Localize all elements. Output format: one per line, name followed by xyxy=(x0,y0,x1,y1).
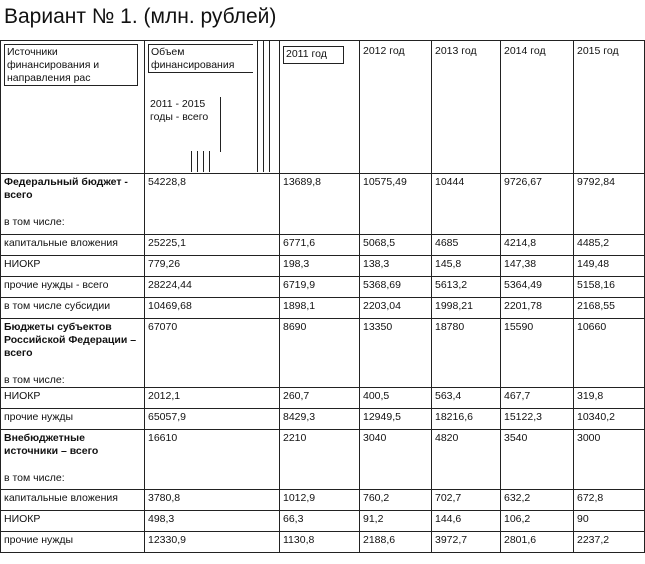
value-cell xyxy=(145,235,280,256)
value-cell xyxy=(432,256,501,277)
value-cell xyxy=(280,490,360,511)
value-cell xyxy=(145,490,280,511)
row-label-cell xyxy=(1,319,145,388)
value-cell xyxy=(574,174,645,235)
value-cell xyxy=(574,490,645,511)
table-row xyxy=(1,409,645,430)
value-cell xyxy=(145,532,280,553)
cell-value: 632,2 xyxy=(504,492,531,504)
value-cell xyxy=(432,319,501,388)
value-cell xyxy=(280,298,360,319)
page-title: Вариант № 1. (млн. рублей) xyxy=(4,5,277,28)
cell-value: 65057,9 xyxy=(148,411,186,423)
cell-value: 3040 xyxy=(363,432,387,444)
value-cell xyxy=(145,388,280,409)
value-cell xyxy=(280,319,360,388)
cell-value: 4214,8 xyxy=(504,237,537,249)
header-divider xyxy=(263,41,264,172)
value-cell xyxy=(145,319,280,388)
value-cell xyxy=(280,409,360,430)
cell-value: 498,3 xyxy=(148,513,175,525)
value-cell xyxy=(360,319,432,388)
value-cell xyxy=(145,174,280,235)
cell-value: 5158,16 xyxy=(577,279,615,291)
cell-value: 12330,9 xyxy=(148,534,186,546)
row-label-cell xyxy=(1,277,145,298)
cell-value: 4685 xyxy=(435,237,459,249)
cell-value: 400,5 xyxy=(363,390,390,402)
value-cell xyxy=(280,174,360,235)
row-label-cell xyxy=(1,235,145,256)
table-row xyxy=(1,256,645,277)
value-cell xyxy=(360,174,432,235)
header-sources-label: Источники финансирования и направления рас xyxy=(4,44,138,86)
row-label: НИОКР xyxy=(4,258,41,270)
table-row xyxy=(1,235,645,256)
row-label: капитальные вложения xyxy=(4,492,118,504)
cell-value: 319,8 xyxy=(577,390,604,402)
value-cell xyxy=(432,174,501,235)
row-sublabel: в том числе: xyxy=(4,472,65,484)
cell-value: 2201,78 xyxy=(504,300,542,312)
value-cell xyxy=(501,256,574,277)
row-label: прочие нужды xyxy=(4,534,74,546)
cell-value: 54228,8 xyxy=(148,176,186,188)
cell-value: 467,7 xyxy=(504,390,531,402)
value-cell xyxy=(501,319,574,388)
cell-value: 10660 xyxy=(577,321,607,333)
cell-value: 9726,67 xyxy=(504,176,542,188)
value-cell xyxy=(432,409,501,430)
row-label: Внебюджетные источники – всего xyxy=(4,432,99,457)
row-label-cell xyxy=(1,174,145,235)
cell-value: 672,8 xyxy=(577,492,604,504)
cell-value: 1012,9 xyxy=(283,492,316,504)
header-year-cell xyxy=(432,41,501,174)
header-divider xyxy=(257,41,258,172)
value-cell xyxy=(280,235,360,256)
table-row xyxy=(1,277,645,298)
value-cell xyxy=(280,430,360,490)
table-row xyxy=(1,174,645,235)
value-cell xyxy=(501,511,574,532)
cell-value: 10575,49 xyxy=(363,176,407,188)
value-cell xyxy=(280,388,360,409)
row-label: НИОКР xyxy=(4,390,41,402)
cell-value: 8690 xyxy=(283,321,307,333)
cell-value: 10469,68 xyxy=(148,300,192,312)
row-label: Федеральный бюджет - всего xyxy=(4,176,128,201)
header-year-2013: 2013 год xyxy=(435,45,477,57)
row-label-cell xyxy=(1,511,145,532)
header-row xyxy=(1,41,645,174)
cell-value: 149,48 xyxy=(577,258,610,270)
value-cell xyxy=(501,298,574,319)
cell-value: 5613,2 xyxy=(435,279,468,291)
value-cell xyxy=(574,277,645,298)
header-year-cell xyxy=(360,41,432,174)
value-cell xyxy=(574,409,645,430)
cell-value: 3780,8 xyxy=(148,492,181,504)
header-volume-cell xyxy=(145,41,280,174)
value-cell xyxy=(145,256,280,277)
row-label-cell xyxy=(1,256,145,277)
value-cell xyxy=(501,490,574,511)
cell-value: 5364,49 xyxy=(504,279,542,291)
row-label: Бюджеты субъектов Российской Федерации – всего xyxy=(4,321,137,359)
table-row xyxy=(1,430,645,490)
cell-value: 1998,21 xyxy=(435,300,473,312)
row-label: прочие нужды - всего xyxy=(4,279,109,291)
cell-value: 260,7 xyxy=(283,390,310,402)
cell-value: 2203,04 xyxy=(363,300,401,312)
value-cell xyxy=(280,532,360,553)
value-cell xyxy=(501,174,574,235)
value-cell xyxy=(360,388,432,409)
cell-value: 198,3 xyxy=(283,258,310,270)
table-row xyxy=(1,388,645,409)
value-cell xyxy=(145,430,280,490)
header-year-cell xyxy=(280,41,360,174)
header-year-2015: 2015 год xyxy=(577,45,619,57)
table-row xyxy=(1,532,645,553)
cell-value: 15122,3 xyxy=(504,411,542,423)
cell-value: 18780 xyxy=(435,321,465,333)
table-row xyxy=(1,490,645,511)
value-cell xyxy=(145,409,280,430)
value-cell xyxy=(145,298,280,319)
table-row xyxy=(1,298,645,319)
value-cell xyxy=(360,235,432,256)
value-cell xyxy=(432,298,501,319)
cell-value: 16610 xyxy=(148,432,178,444)
cell-value: 13689,8 xyxy=(283,176,321,188)
cell-value: 144,6 xyxy=(435,513,462,525)
cell-value: 3972,7 xyxy=(435,534,468,546)
value-cell xyxy=(432,532,501,553)
header-divider xyxy=(269,41,270,172)
value-cell xyxy=(574,511,645,532)
cell-value: 10444 xyxy=(435,176,465,188)
cell-value: 10340,2 xyxy=(577,411,615,423)
value-cell xyxy=(574,430,645,490)
financing-table xyxy=(0,40,645,553)
cell-value: 2012,1 xyxy=(148,390,181,402)
value-cell xyxy=(574,235,645,256)
header-divider xyxy=(209,151,210,172)
value-cell xyxy=(501,235,574,256)
value-cell xyxy=(280,511,360,532)
value-cell xyxy=(501,532,574,553)
cell-value: 15590 xyxy=(504,321,534,333)
value-cell xyxy=(280,256,360,277)
cell-value: 91,2 xyxy=(363,513,384,525)
row-label-cell xyxy=(1,298,145,319)
cell-value: 1898,1 xyxy=(283,300,316,312)
value-cell xyxy=(360,298,432,319)
header-year-2011: 2011 год xyxy=(283,46,344,64)
cell-value: 106,2 xyxy=(504,513,531,525)
header-year-2014: 2014 год xyxy=(504,45,546,57)
value-cell xyxy=(432,235,501,256)
cell-value: 760,2 xyxy=(363,492,390,504)
row-label: прочие нужды xyxy=(4,411,74,423)
row-label-cell xyxy=(1,409,145,430)
cell-value: 13350 xyxy=(363,321,393,333)
cell-value: 5368,69 xyxy=(363,279,401,291)
cell-value: 2168,55 xyxy=(577,300,615,312)
value-cell xyxy=(360,430,432,490)
value-cell xyxy=(432,277,501,298)
cell-value: 6719,9 xyxy=(283,279,316,291)
cell-value: 2188,6 xyxy=(363,534,396,546)
value-cell xyxy=(501,277,574,298)
value-cell xyxy=(360,532,432,553)
cell-value: 145,8 xyxy=(435,258,462,270)
header-year-2012: 2012 год xyxy=(363,45,405,57)
cell-value: 2237,2 xyxy=(577,534,610,546)
row-sublabel: в том числе: xyxy=(4,374,65,386)
value-cell xyxy=(360,511,432,532)
cell-value: 2210 xyxy=(283,432,307,444)
value-cell xyxy=(501,409,574,430)
row-label-cell xyxy=(1,490,145,511)
cell-value: 9792,84 xyxy=(577,176,615,188)
header-divider xyxy=(197,151,198,172)
value-cell xyxy=(360,256,432,277)
value-cell xyxy=(145,277,280,298)
value-cell xyxy=(501,388,574,409)
value-cell xyxy=(574,256,645,277)
cell-value: 3540 xyxy=(504,432,528,444)
cell-value: 702,7 xyxy=(435,492,462,504)
cell-value: 18216,6 xyxy=(435,411,473,423)
table-row xyxy=(1,511,645,532)
cell-value: 6771,6 xyxy=(283,237,316,249)
value-cell xyxy=(574,532,645,553)
value-cell xyxy=(432,430,501,490)
cell-value: 25225,1 xyxy=(148,237,186,249)
cell-value: 147,38 xyxy=(504,258,537,270)
value-cell xyxy=(432,388,501,409)
cell-value: 138,3 xyxy=(363,258,390,270)
cell-value: 28224,44 xyxy=(148,279,192,291)
value-cell xyxy=(501,430,574,490)
value-cell xyxy=(574,319,645,388)
cell-value: 66,3 xyxy=(283,513,304,525)
header-year-cell xyxy=(574,41,645,174)
header-divider xyxy=(203,151,204,172)
value-cell xyxy=(145,511,280,532)
cell-value: 2801,6 xyxy=(504,534,537,546)
cell-value: 5068,5 xyxy=(363,237,396,249)
cell-value: 4485,2 xyxy=(577,237,610,249)
cell-value: 3000 xyxy=(577,432,601,444)
cell-value: 67070 xyxy=(148,321,178,333)
header-volume-label: Объем финансирования xyxy=(148,44,253,73)
header-sources-cell xyxy=(1,41,145,174)
value-cell xyxy=(432,490,501,511)
row-label: капитальные вложения xyxy=(4,237,118,249)
header-year-cell xyxy=(501,41,574,174)
cell-value: 563,4 xyxy=(435,390,462,402)
row-label: НИОКР xyxy=(4,513,41,525)
cell-value: 8429,3 xyxy=(283,411,316,423)
value-cell xyxy=(574,298,645,319)
cell-value: 90 xyxy=(577,513,589,525)
row-label-cell xyxy=(1,388,145,409)
header-total-label: 2011 - 2015 годы - всего xyxy=(148,97,221,152)
value-cell xyxy=(360,277,432,298)
row-label-cell xyxy=(1,430,145,490)
row-sublabel: в том числе: xyxy=(4,216,65,228)
cell-value: 12949,5 xyxy=(363,411,401,423)
row-label: в том числе субсидии xyxy=(4,300,111,312)
value-cell xyxy=(432,511,501,532)
value-cell xyxy=(280,277,360,298)
cell-value: 1130,8 xyxy=(283,534,315,546)
cell-value: 4820 xyxy=(435,432,459,444)
value-cell xyxy=(360,490,432,511)
value-cell xyxy=(360,409,432,430)
cell-value: 779,26 xyxy=(148,258,181,270)
value-cell xyxy=(574,388,645,409)
header-divider xyxy=(191,151,192,172)
row-label-cell xyxy=(1,532,145,553)
table-row xyxy=(1,319,645,388)
